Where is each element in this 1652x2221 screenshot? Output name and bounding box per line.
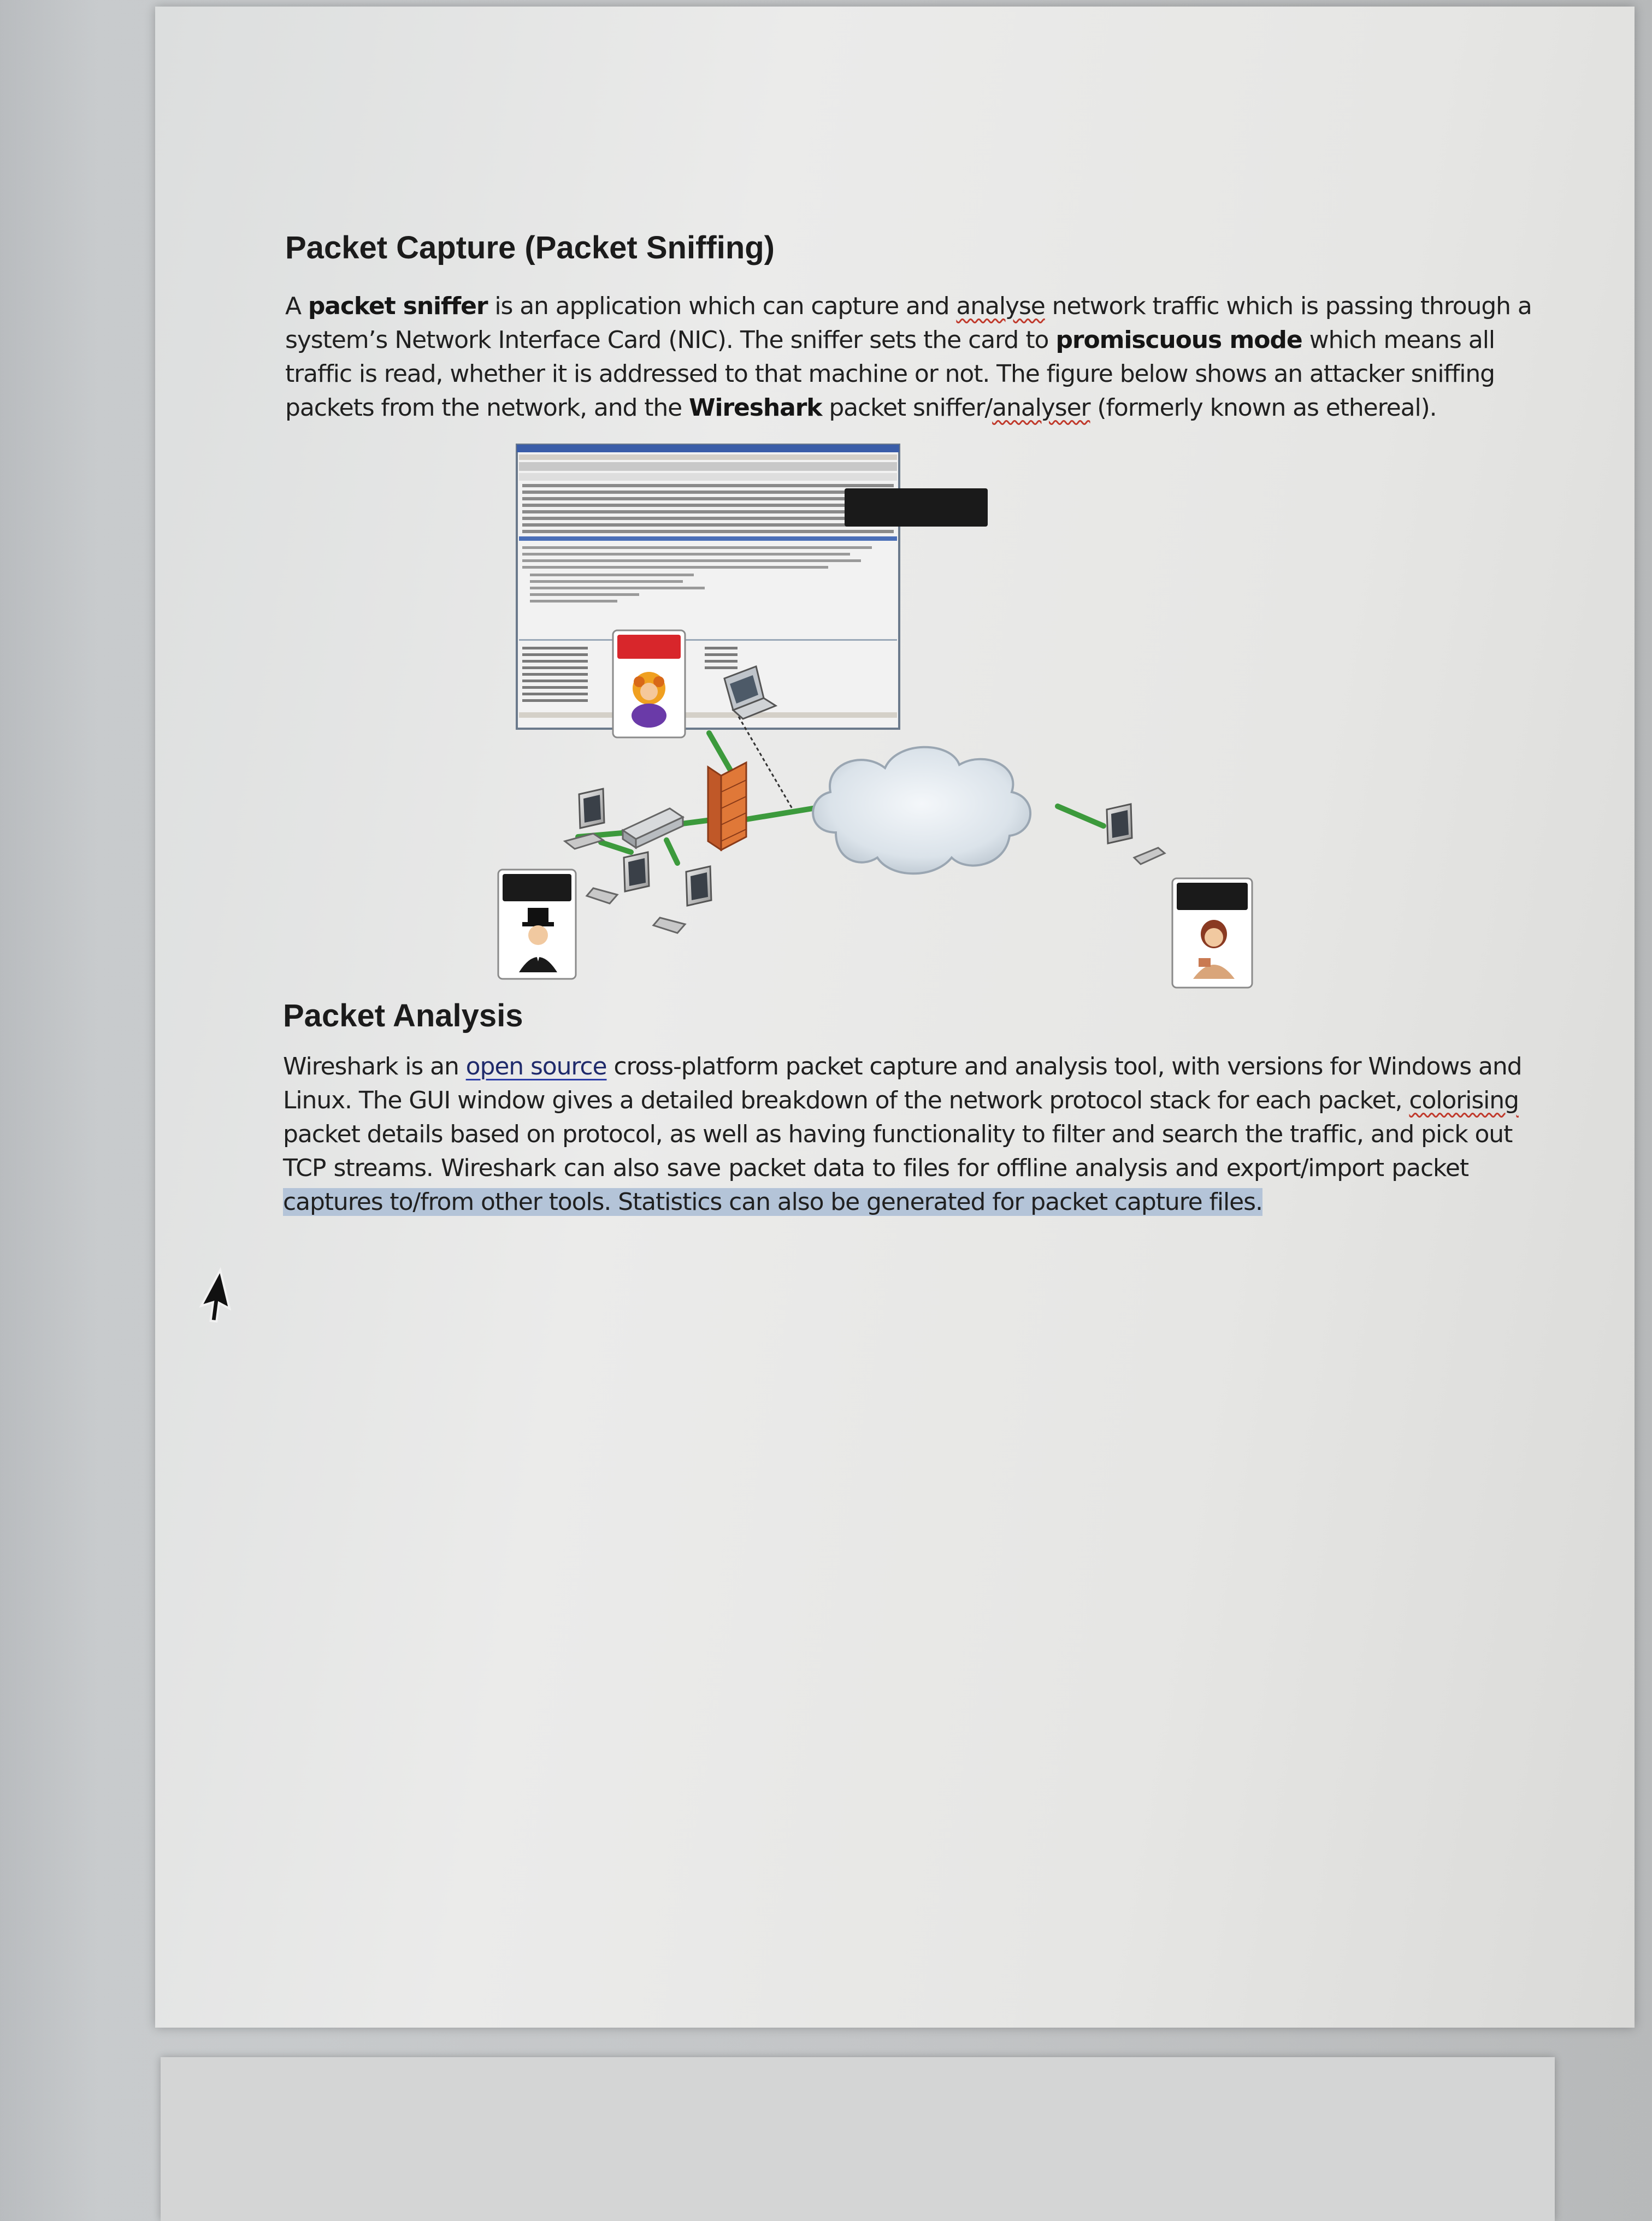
workstation-icon: [587, 852, 649, 903]
alice-card: [1172, 878, 1252, 988]
text-selection[interactable]: captures to/from other tools. Statistics can also be generated for packet capture files.: [283, 1188, 1262, 1216]
next-document-page: [161, 2057, 1555, 2221]
eve-card: [613, 630, 685, 737]
workstation-icon: [653, 866, 711, 933]
internet-cloud: [813, 747, 1030, 874]
open-source-link[interactable]: open source: [465, 1053, 607, 1080]
heading-packet-capture: Packet Capture (Packet Sniffing): [285, 230, 775, 265]
paragraph-line: Linux. The GUI window gives a detailed breakdown of the network protocol stack for each packet, colorising: [283, 1086, 1519, 1114]
alice-workstation-icon: [1107, 804, 1165, 864]
heading-packet-analysis: Packet Analysis: [283, 998, 523, 1033]
paragraph-line: Wireshark is an open source cross-platform packet capture and analysis tool, with versions for Windows and: [283, 1053, 1522, 1080]
firewall-icon: [708, 763, 746, 850]
paragraph-line: packet details based on protocol, as well as having functionality to filter and search the traffic, and pick out: [283, 1120, 1513, 1148]
switch-icon: [623, 808, 683, 848]
paragraph-line: traffic is read, whether it is addressed to that machine or not. The figure below shows an attacker sniffing: [285, 360, 1495, 388]
paragraph-line: packets from the network, and the Wireshark packet sniffer/analyser (formerly known as ethereal).: [285, 394, 1437, 422]
workstation-icon: [565, 789, 604, 849]
paragraph-line: A packet sniffer is an application which can capture and analyse network traffic which is passing through a: [285, 292, 1532, 320]
spellcheck-word[interactable]: analyse: [956, 292, 1045, 320]
wireshark-label: [845, 488, 988, 527]
term-promiscuous-mode: promiscuous mode: [1055, 326, 1302, 354]
network-sniffing-figure: [486, 437, 1273, 983]
wireshark-window-image: [517, 445, 899, 729]
bob-card: [498, 870, 576, 979]
mouse-cursor-icon: [196, 1268, 234, 1323]
term-wireshark: Wireshark: [689, 394, 822, 422]
paragraph-packet-capture: [285, 290, 1532, 425]
paragraph-line: TCP streams. Wireshark can also save packet data to files for offline analysis and export/import packet: [283, 1154, 1468, 1182]
spellcheck-word[interactable]: colorising: [1409, 1086, 1519, 1114]
paragraph-line: system’s Network Interface Card (NIC). The sniffer sets the card to promiscuous mode which means all: [285, 326, 1495, 354]
paragraph-packet-analysis: [283, 1050, 1522, 1219]
term-packet-sniffer: packet sniffer: [308, 292, 488, 320]
paragraph-line: [283, 1185, 1468, 1219]
spellcheck-word[interactable]: analyser: [992, 394, 1090, 422]
